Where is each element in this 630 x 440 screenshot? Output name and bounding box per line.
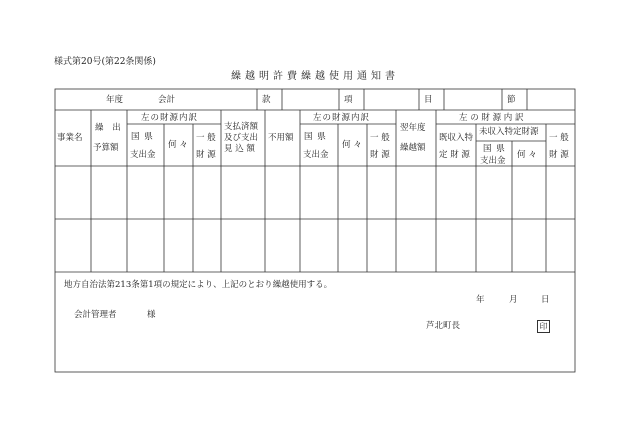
national-prefectural-c-2: 支出金 [480,156,506,166]
moku-label: 目 [424,95,433,105]
date-day: 日 [541,295,550,305]
town-mayor-label: 芦北町長 [426,321,461,331]
unreceived-specific-header: 未収入特定財源 [479,127,539,137]
year-label: 年度 [106,95,124,105]
various-b: 何 々 [342,140,362,150]
form-number: 様式第20号(第22条関係) [54,57,156,67]
general-b-2: 財 源 [370,150,390,160]
accounting-manager-label: 会計管理者 [74,310,117,320]
paid-planned-1: 支払済額 [224,122,259,132]
date-year: 年 [476,295,485,305]
kou-label: 項 [344,95,353,105]
national-prefectural-c-1: 国 県 [483,144,506,154]
general-c-2: 財 源 [549,150,569,160]
received-specific-2: 定 財 源 [439,150,470,160]
national-prefectural-b-1: 国 県 [304,132,327,142]
general-c-1: 一 般 [549,133,569,143]
setsu-label: 節 [507,95,516,105]
received-specific-1: 既収入特 [439,133,474,143]
national-prefectural-b-2: 支出金 [303,150,329,160]
national-prefectural-a-1: 国 県 [131,132,154,142]
account-label: 会計 [158,95,176,105]
law-statement: 地方自治法第213条第1項の規定により、上記のとおり繰越使用する。 [64,280,333,290]
general-b-1: 一 般 [370,133,390,143]
date-month: 月 [509,295,518,305]
carryover-budget-header-2: 予算額 [93,143,119,153]
honorific-sama: 様 [147,310,156,320]
carryover-budget-header-1: 繰 出 [95,123,124,133]
next-year-2: 繰越額 [400,143,426,153]
funding-breakdown-header-a: 左の財源内訳 [141,113,199,123]
unused-amount-header: 不用額 [268,133,294,143]
funding-breakdown-header-c: 左 の 財 源 内 訳 [459,113,524,123]
national-prefectural-a-2: 支出金 [130,150,156,160]
various-c: 何 々 [517,150,537,160]
paid-planned-2: 及び支出 [224,133,259,143]
next-year-1: 翌年度 [400,123,426,133]
project-name-header: 事業名 [57,133,83,143]
paid-planned-3: 見 込 額 [224,144,255,154]
kan-label: 款 [262,95,271,105]
general-a-1: 一 般 [196,133,216,143]
various-a: 何 々 [168,140,188,150]
funding-breakdown-header-b: 左の財源内訳 [313,113,371,123]
document-title: 繰越明許費繰越使用通知書 [231,71,399,82]
seal-mark: 印 [537,320,550,333]
general-a-2: 財 源 [196,150,216,160]
